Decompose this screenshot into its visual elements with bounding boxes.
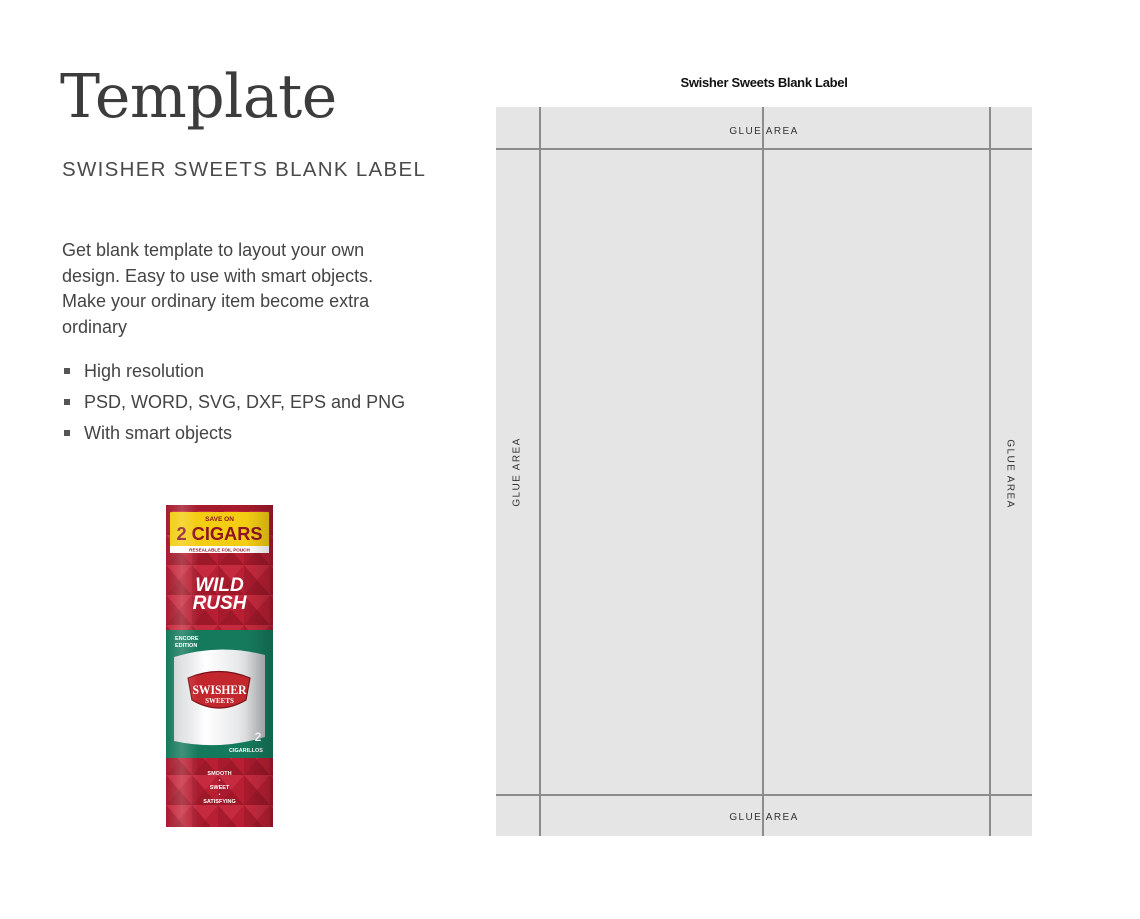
feature-list [62, 356, 405, 449]
fold-line-left [539, 107, 541, 836]
fold-line-right [989, 107, 991, 836]
square-bullet-icon [64, 399, 70, 405]
description-text: Get blank template to layout your own design. Easy to use with smart objects. Make your ordinary item become extra ordinary [62, 240, 374, 337]
square-bullet-icon [64, 430, 70, 436]
glue-area-right-label: GLUE AREA [1004, 439, 1016, 509]
feature-label: PSD, WORD, SVG, DXF, EPS and PNG [84, 392, 406, 412]
feature-item [62, 418, 405, 449]
glue-area-bottom-label: GLUE AREA [729, 812, 799, 823]
page-title: Template [60, 62, 337, 132]
feature-item [62, 356, 405, 387]
feature-item [62, 387, 405, 418]
fold-line-bottom [496, 794, 1032, 796]
feature-label: With smart objects [84, 423, 233, 443]
template-title: Swisher Sweets Blank Label [680, 75, 848, 90]
fold-line-top [496, 148, 1032, 150]
fold-line-center [762, 107, 764, 836]
glue-area-top-label: GLUE AREA [729, 126, 799, 137]
feature-label: High resolution [84, 361, 205, 381]
square-bullet-icon [64, 368, 70, 374]
page-subtitle: SWISHER SWEETS BLANK LABEL [62, 158, 427, 181]
product-pouch-image [166, 505, 273, 827]
glue-area-left-label: GLUE AREA [511, 437, 523, 507]
blank-label-template [496, 107, 1032, 836]
